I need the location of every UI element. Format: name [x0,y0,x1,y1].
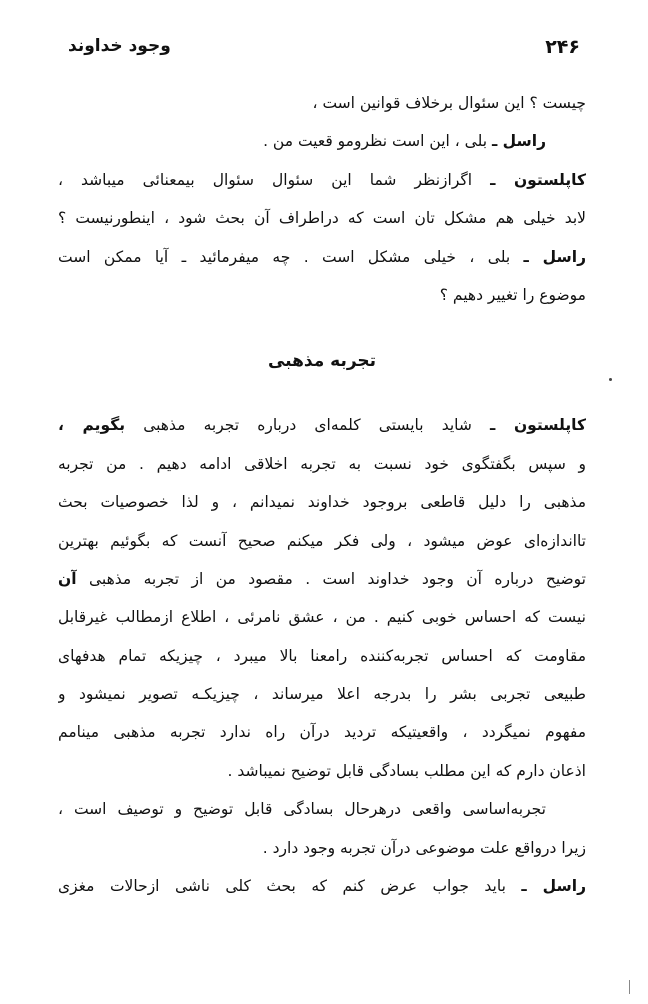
text-line [58,122,586,160]
section-heading: تجربه مذهبی [267,351,377,372]
line-text: و سپس بگفتگوی خود نسبت به تجربه اخلاقی ادامه دهیم . من تجربه [58,454,586,473]
line-text: مفهوم نمیگردد ، واقعیتیکه تردید درآن راه ندارد تجربه مذهبی مینامم [58,723,586,742]
text-line [58,598,586,636]
text-line [58,637,586,675]
text-line [58,752,586,790]
text-line [58,84,586,122]
text-line [58,867,586,905]
speaker-russell: راسل ـ [491,132,546,151]
text-line [58,560,586,598]
line-text: باید جواب عرض کنم که بحث کلی ناشی ازحالات مغزی [58,877,506,896]
line-text: اذعان دارم که این مطلب بسادگی قابل توضیح نمیباشد . [227,761,586,780]
text-line [58,238,586,276]
text-line [58,522,586,560]
page-body [58,84,586,905]
page-number: ۲۴۶ [545,36,580,58]
line-text: تجربه‌اساسی واقعی درهرحال بسادگی قابل توضیح و توصیف است ، [58,800,546,819]
text-line [58,790,586,828]
line-text: موضوع را تغییر دهیم ؟ [439,285,586,304]
line-text: مذهبی را دلیل قاطعی بروجود خداوند نمیدانم ، و لذا خصوصیات بحث [58,493,586,512]
text-line [58,445,586,483]
text-line [58,276,586,314]
page-header [60,36,588,66]
line-text: زیرا درواقع علت موضوعی درآن تجربه وجود دارد . [262,838,586,857]
line-text: نیست که احساس خوبی کنیم . من ، عشق نامرئی ، اطلاع ازمطالب غیرقابل [58,608,586,627]
line-text: تااندازه‌ای عوض میشود ، ولی فکر میکنم صحیح آنست که بگوئیم بهترین [58,531,586,550]
text-line [58,829,586,867]
margin-mark [609,378,612,381]
emphasized-text: آن [58,569,77,588]
text-line [58,713,586,751]
text-line [58,161,586,199]
line-text: شاید بایستی کلمه‌ای درباره تجربه مذهبی [143,416,472,435]
line-text: مقاومت که احساس تجربه‌کننده رامعنا بالا میبرد ، چیزیکه تمام هدفهای [58,646,586,665]
emphasized-text: بگویم ، [58,416,126,435]
speaker-russell: راسل ـ [523,247,586,266]
speaker-copleston: کاپلستون ـ [490,416,586,435]
line-text: چیست ؟ این سئوال برخلاف قوانین است ، [312,94,586,112]
running-title: وجود خداوند [68,36,171,56]
text-line [58,483,586,521]
line-text: بلی ، خیلی مشکل است . چه میفرمائید ـ آیا ممکن است [58,247,511,266]
line-text: توضیح درباره آن وجود خداوند است . مقصود من از تجربه مذهبی [88,569,586,588]
line-text: لابد خیلی هم مشکل تان است که دراطراف آن بحث شود ، اینطورنیست ؟ [58,209,586,228]
margin-mark [629,980,630,994]
line-text: طبیعی تجربی بشر را بدرجه اعلا میرساند ، چیزیکـه تصویر نمیشود و [58,685,586,704]
line-text: بلی ، این است نظرومو قعیت من . [263,132,488,151]
text-line [58,406,586,444]
speaker-russell: راسل ـ [521,877,586,896]
line-text: اگرازنظر شما این سئوال سئوال بیمعنائی میباشد ، [58,170,473,189]
speaker-copleston: کاپلستون ـ [490,170,586,189]
text-line [58,675,586,713]
text-line [58,199,586,237]
